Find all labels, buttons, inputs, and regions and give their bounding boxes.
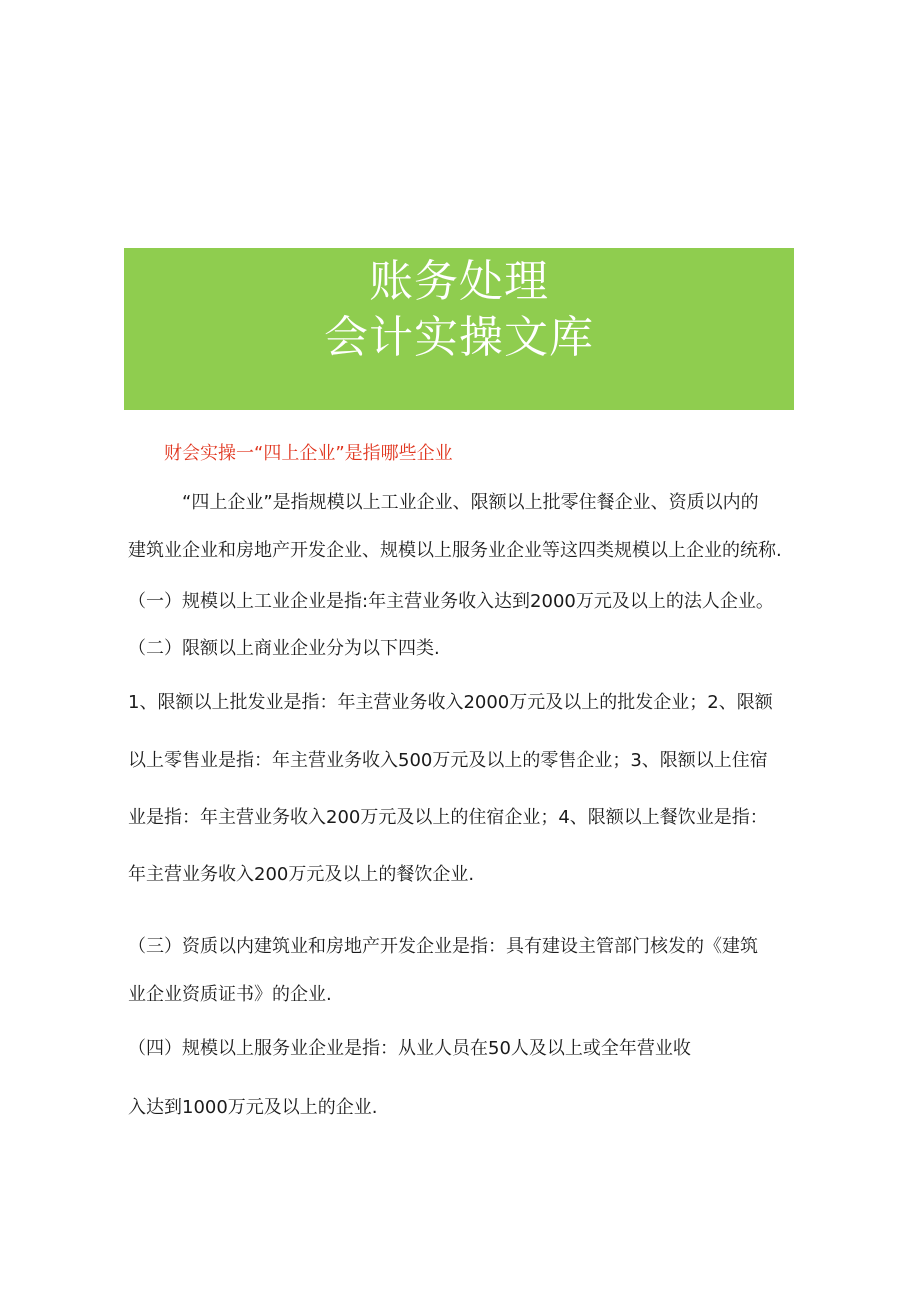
paragraph-line: 业是指：年主营业务收入200万元及以上的住宿企业；4、限额以上餐饮业是指： (128, 807, 768, 828)
paragraph-line: （一）规模以上工业企业是指:年主营业务收入达到2000万元及以上的法人企业。 (128, 591, 774, 612)
paragraph-line: （四）规模以上服务业企业是指：从业人员在50人及以上或全年营业收 (128, 1038, 691, 1059)
paragraph-line: （三）资质以内建筑业和房地产开发企业是指：具有建设主管部门核发的《建筑 (128, 936, 758, 957)
paragraph-line: 业企业资质证书》的企业. (128, 984, 332, 1005)
paragraph-line: 年主营业务收入200万元及以上的餐饮企业. (128, 864, 475, 885)
paragraph-line: 建筑业企业和房地产开发企业、规模以上服务业企业等这四类规模以上企业的统称. (128, 540, 782, 561)
paragraph-line: “四上企业”是指规模以上工业企业、限额以上批零住餐企业、资质以内的 (182, 492, 759, 513)
header-banner (124, 248, 794, 410)
banner-title-line2: 会计实操文库 (324, 312, 594, 363)
banner-title-line1: 账务处理 (369, 256, 549, 307)
paragraph-line: （二）限额以上商业企业分为以下四类. (128, 638, 440, 659)
paragraph-line: 以上零售业是指：年主营业务收入500万元及以上的零售企业；3、限额以上住宿 (128, 750, 768, 771)
article-title: 财会实操一“四上企业”是指哪些企业 (164, 443, 453, 464)
paragraph-line: 入达到1000万元及以上的企业. (128, 1097, 378, 1118)
paragraph-line: 1、限额以上批发业是指：年主营业务收入2000万元及以上的批发企业；2、限额 (128, 692, 773, 713)
